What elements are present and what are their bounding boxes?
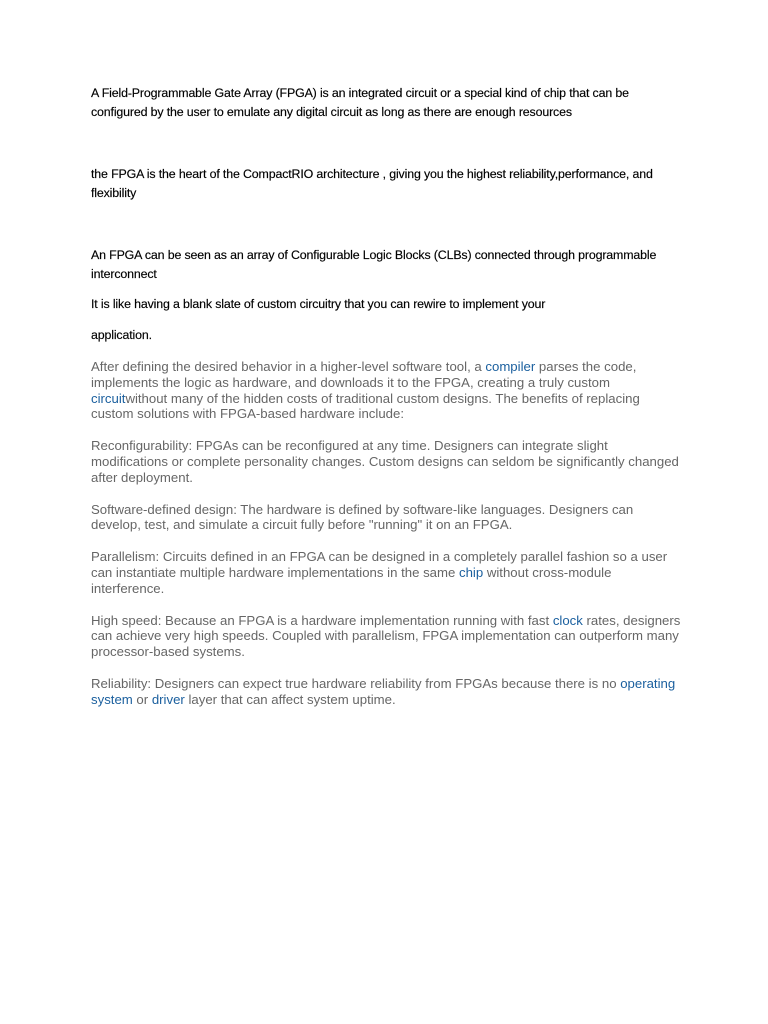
benefit-reconfigurability: Reconfigurability: FPGAs can be reconfigured at any time. Designers can integrate slight modifications or complete personality changes. Custom designs can seldom be significantly changed after deployment. xyxy=(91,438,679,485)
benefits-intro-text-3: without many of the hidden costs of traditional custom designs. The benefits of replacing custom solutions with FPGA-based hardware include: xyxy=(91,390,640,422)
parallelism-text-1: Parallelism: Circuits defined in an FPGA can be designed in a completely parallel fashion so a user can instantiate multiple hardware implementations in the same xyxy=(91,549,668,580)
benefits-intro-text-2: parses the code, implements the logic as hardware, and downloads it to the FPGA, creating a truly custom xyxy=(91,359,637,390)
intro-paragraph-clb-array: An FPGA can be seen as an array of Configurable Logic Blocks (CLBs) connected through programmable interconnect xyxy=(91,248,657,281)
benefits-intro-paragraph xyxy=(91,359,681,422)
circuit-link[interactable]: circuit xyxy=(91,390,126,406)
chip-link[interactable]: chip xyxy=(458,564,484,580)
reliability-text-1: Reliability: Designers can expect true hardware reliability from FPGAs because there is no xyxy=(91,675,621,691)
benefit-reliability xyxy=(91,676,681,708)
intro-paragraph-blank-slate: It is like having a blank slate of custom circuitry that you can rewire to implement your xyxy=(91,297,546,311)
benefits-intro-text-1: After defining the desired behavior in a higher-level software tool, a xyxy=(91,359,486,374)
intro-paragraph-compactrio: the FPGA is the heart of the CompactRIO architecture , giving you the highest reliability,performance, and flexibility xyxy=(91,167,653,200)
speed-text-2: rates, designers can achieve very high speeds. Coupled with parallelism, FPGA implementation can outperform many processor-based systems. xyxy=(91,612,681,660)
compiler-link[interactable]: compiler xyxy=(485,359,536,374)
document-page xyxy=(91,84,681,708)
intro-paragraph-application: application. xyxy=(91,328,152,342)
benefit-software-defined: Software-defined design: The hardware is defined by software-like languages. Designers can develop, test, and simulate a circuit fully before "running" it on an FPGA. xyxy=(91,501,634,533)
operating-system-link[interactable]: operating system xyxy=(91,675,676,707)
benefit-parallelism xyxy=(91,549,681,596)
benefit-high-speed xyxy=(91,613,681,660)
clock-link[interactable]: clock xyxy=(552,612,583,628)
reliability-text-2: or xyxy=(132,691,152,707)
intro-paragraph-fpga-definition: A Field-Programmable Gate Array (FPGA) is an integrated circuit or a special kind of chip that can be configured by the user to emulate any digital circuit as long as there are enough resources xyxy=(91,86,629,119)
reliability-text-3: layer that can affect system uptime. xyxy=(184,691,396,707)
speed-text-1: High speed: Because an FPGA is a hardware implementation running with fast xyxy=(91,612,553,628)
driver-link[interactable]: driver xyxy=(151,691,185,707)
parallelism-text-2: without cross-module interference. xyxy=(91,564,612,596)
